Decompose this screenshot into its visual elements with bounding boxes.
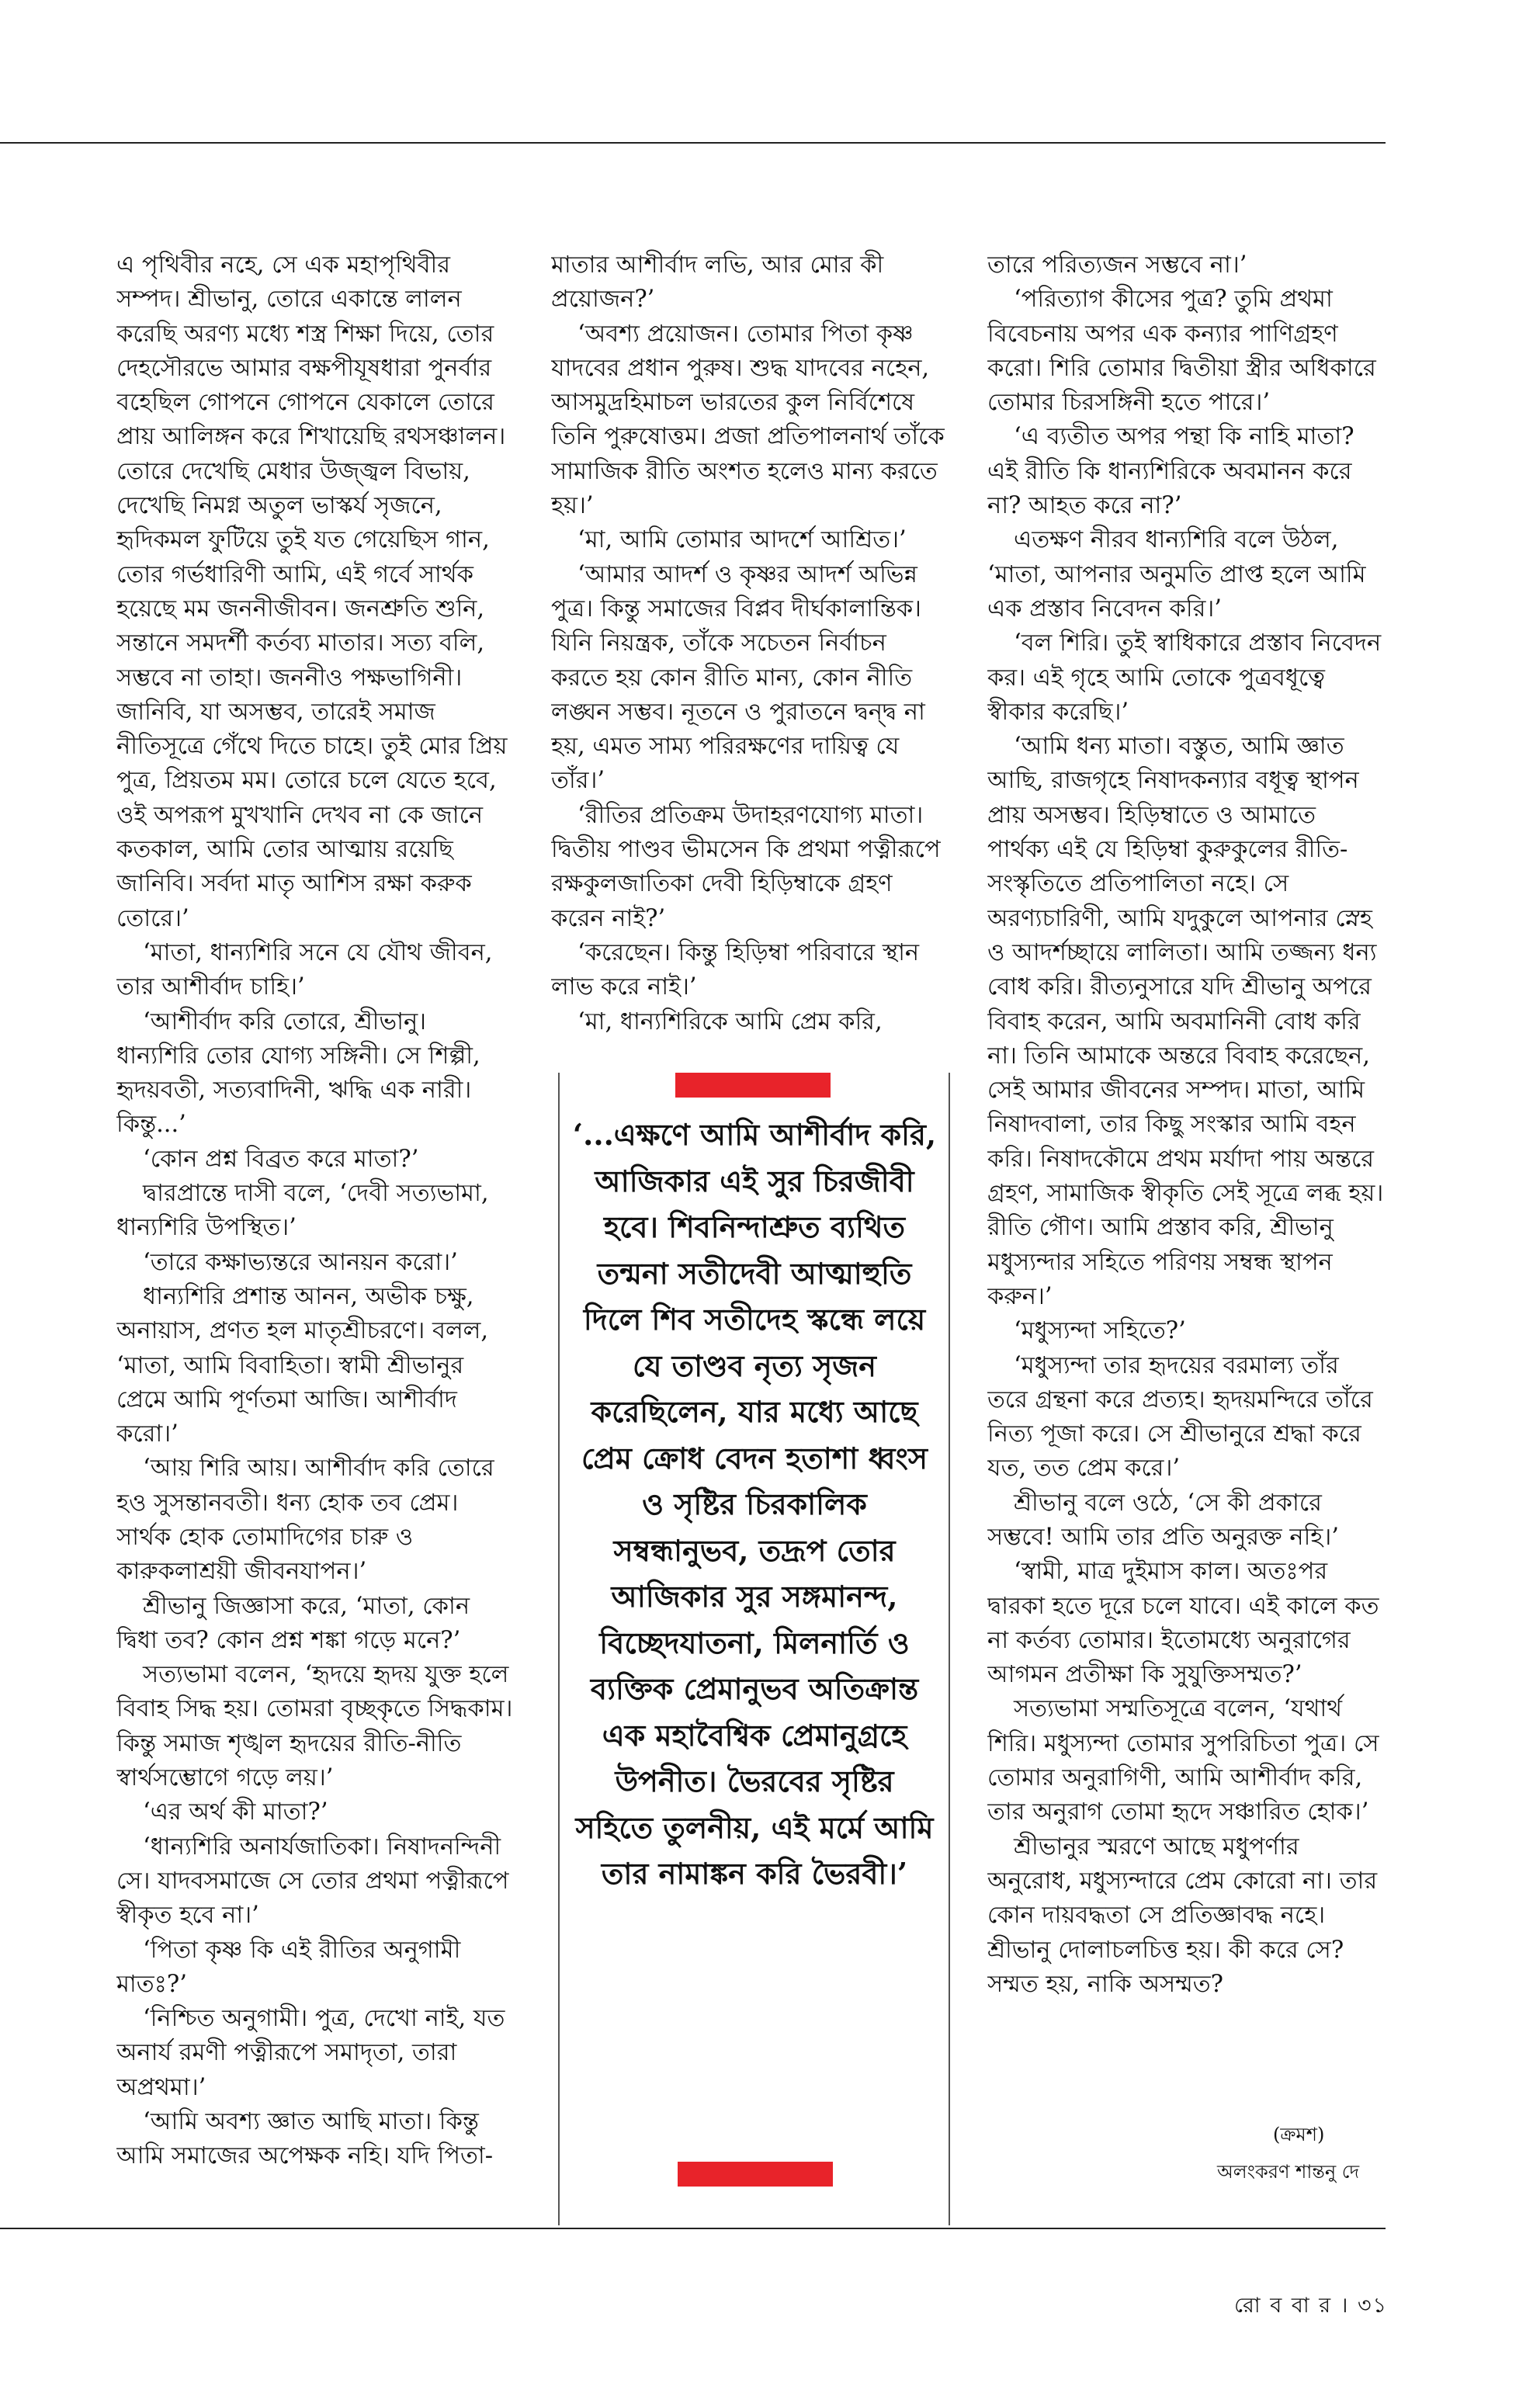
article-paragraph: ‘করেছেন। কিন্তু হিড়িম্বা পরিবারে স্থান লাভ করে নাই।’ [551, 938, 920, 1001]
article-paragraph: ‘আয় শিরি আয়। আশীর্বাদ করি তোরে হও সুসন্তানবতী। ধন্য হোক তব প্রেম। সার্থক হোক তোমাদিগের চারু ও কারুকলাশ্রয়ী জীবনযাপন।’ [116, 1455, 494, 1586]
article-paragraph: সত্যভামা বলেন, ‘হৃদয়ে হৃদয় যুক্ত হলে বিবাহ সিদ্ধ হয়। তোমরা বৃচ্ছকৃতে সিদ্ধকাম। কিন্তু সমাজ শৃঙ্খল হৃদয়ের রীতি-নীতি স্বার্থসম্ভোগে গড়ে লয়।’ [116, 1661, 513, 1792]
bottom-rule [0, 2228, 1386, 2229]
article-paragraph: ‘পরিত্যাগ কীসের পুত্র? তুমি প্রথমা বিবেচনায় অপর এক কন্যার পাণিগ্রহণ করো। শিরি তোমার দ্বিতীয়া স্ত্রীর অধিকারে তোমার চিরসঙ্গিনী হতে পারে।’ [987, 286, 1376, 417]
article-paragraph: দ্বারপ্রান্তে দাসী বলে, ‘দেবী সত্যভামা, ধান্যশিরি উপস্থিত।’ [116, 1180, 489, 1242]
illustration-credit: অলংকরণ শান্তনু দে [1217, 2161, 1360, 2183]
article-paragraph: ‘মধুস্যন্দা সহিতে?’ [1014, 1317, 1186, 1345]
article-paragraph: ‘রীতির প্রতিক্রম উদাহরণযোগ্য মাতা। দ্বিতীয় পাণ্ডব ভীমসেন কি প্রথমা পত্নীরূপে রক্ষকুলজাতিকা দেবী হিড়িম্বাকে গ্রহণ করেন নাই?’ [551, 801, 941, 932]
article-paragraph: ‘নিশ্চিত অনুগামী। পুত্র, দেখো নাই, যত অনার্য রমণী পত্নীরূপে সমাদৃতা, তারা অপ্রথমা।’ [116, 2005, 505, 2101]
article-paragraph: ‘বল শিরি। তুই স্বাধিকারে প্রস্তাব নিবেদন কর। এই গৃহে আমি তোকে পুত্রবধূত্বে স্বীকার করেছি।’ [987, 629, 1382, 726]
article-paragraph: সত্যভামা সম্মতিসূত্রে বলেন, ‘যথার্থ শিরি। মধুস্যন্দা তোমার সুপরিচিতা পুত্র। সে তোমার অনুরাগিণী, আমি আশীর্বাদ করি, তার অনুরাগ তোমা হৃদে সঞ্চারিত হোক।’ [987, 1695, 1379, 1826]
article-paragraph: ‘আশীর্বাদ করি তোরে, শ্রীভানু। ধান্যশিরি তোর যোগ্য সঙ্গিনী। সে শিল্পী, হৃদয়বতী, সত্যবাদিনী, ঋদ্ধি এক নারী। কিন্তু...’ [116, 1007, 480, 1139]
article-paragraph: ‘স্বামী, মাত্র দুইমাস কাল। অতঃপর দ্বারকা হতে দূরে চলে যাবে। এই কালে কত না কর্তব্য তোমার। ইতোমধ্যে অনুরাগের আগমন প্রতীক্ষা কি সুযুক্তিসম্মত?’ [987, 1558, 1379, 1689]
article-paragraph: এ পৃথিবীর নহে, সে এক মহাপৃথিবীর সম্পদ। শ্রীভানু, তোরে একান্তে লালন করেছি অরণ্য মধ্যে শস্ত্র শিক্ষা দিয়ে, তোর দেহসৌরভে আমার বক্ষপীযূষধারা পুনর্বার বহেছিল গোপনে গোপনে যেকালে তোরে প্রায় আলিঙ্গন করে শিখায়েছি রথসঞ্চালন। তোরে দেখেছি মেধার উজ্জ্বল বিভায়, দেখেছি নিমগ্ন অতুল ভাস্কর্য সৃজনে, হৃদিকমল ফুটিয়ে তুই যত গেয়েছিস গান, তোর গর্ভধারিণী আমি, এই গর্বে সার্থক হয়েছে মম জননীজীবন। জনশ্রুতি শুনি, সন্তানে সমদর্শী কর্তব্য মাতার। সত্য বলি, সম্ভবে না তাহা। জননীও পক্ষভাগিনী। জানিবি, যা অসম্ভব, তারেই সমাজ নীতিসূত্রে গেঁথে দিতে চাহে। তুই মোর প্রিয় পুত্র, প্রিয়তম মম। তোরে চলে যেতে হবে, ওই অপরূপ মুখখানি দেখব না কে জানে কতকাল, আমি তোর আত্মায় রয়েছি জানিবি। সর্বদা মাতৃ আশিস রক্ষা করুক তোরে।’ [116, 251, 508, 932]
article-paragraph: ‘তারে কক্ষাভ্যন্তরে আনয়ন করো।’ [143, 1248, 458, 1276]
article-paragraph: ‘মা, ধান্যশিরিকে আমি প্রেম করি, [578, 1007, 883, 1035]
pull-quote-left-divider [558, 1073, 560, 2225]
article-paragraph: ‘এর অর্থ কী মাতা?’ [143, 1798, 328, 1826]
article-paragraph: ‘অবশ্য প্রয়োজন। তোমার পিতা কৃষ্ণ যাদবের প্রধান পুরুষ। শুদ্ধ যাদবের নহেন, আসমুদ্রহিমাচল ভারতের কুল নির্বিশেষে তিনি পুরুষোত্তম। প্রজা প্রতিপালনার্থ তাঁকে সামাজিক রীতি অংশত হলেও মান্য করতে হয়।’ [551, 320, 945, 520]
top-rule [0, 142, 1386, 144]
article-paragraph: ‘মাতা, ধান্যশিরি সনে যে যৌথ জীবন, তার আশীর্বাদ চাহি।’ [116, 938, 493, 1001]
article-column-1 [116, 248, 514, 2228]
pull-quote-right-divider [949, 1073, 950, 2225]
article-paragraph: শ্রীভানুর স্মরণে আছে মধুপর্ণার অনুরোধ, মধুস্যন্দারে প্রেম কোরো না। তার কোন দায়বদ্ধতা সে প্রতিজ্ঞাবদ্ধ নহে। শ্রীভানু দোলাচলচিত্ত হয়। কী করে সে? সম্মত হয়, নাকি অসম্মত? [987, 1833, 1378, 1998]
article-paragraph: ‘ধান্যশিরি অনার্যজাতিকা। নিষাদনন্দিনী সে। যাদবসমাজে সে তোর প্রথমা পত্নীরূপে স্বীকৃত হবে না।’ [116, 1833, 509, 1930]
page-folio: রো ব বা র । ৩১ [1234, 2294, 1389, 2318]
article-paragraph: ‘পিতা কৃষ্ণ কি এই রীতির অনুগামী মাতঃ?’ [116, 1936, 461, 1998]
pull-quote: ‘...এক্ষণে আমি আশীর্বাদ করি, আজিকার এই সুর চিরজীবী হবে। শিবনিন্দাশ্রুত ব্যথিত তন্মনা সতীদেবী আত্মাহুতি দিলে শিব সতীদেহ স্কন্ধে লয়ে যে তাণ্ডব নৃত্য সৃজন করেছিলেন, যার মধ্যে আছে প্রেম ক্রোধ বেদন হতাশা ধ্বংস ও সৃষ্টির চিরকালিক সম্বন্ধানুভব, তদ্রূপ তোর আজিকার সুর সঙ্গমানন্দ, বিচ্ছেদযাতনা, মিলনার্তি ও ব্যক্তিক প্রেমানুভব অতিক্রান্ত এক মহাবৈশ্বিক প্রেমানুগ্রহে উপনীত। ভৈরবের সৃষ্টির সহিতে তুলনীয়, এই মর্মে আমি তার নামাঙ্কন করি ভৈরবী।’ [572, 1117, 937, 1891]
article-paragraph: ‘আমি ধন্য মাতা। বস্তুত, আমি জ্ঞাত আছি, রাজগৃহে নিষাদকন্যার বধূত্ব স্থাপন প্রায় অসম্ভব। হিড়িম্বাতে ও আমাতে পার্থক্য এই যে হিড়িম্বা কুরুকুলের রীতি-সংস্কৃতিতে প্রতিপালিতা নহে। সে অরণ্যচারিণী, আমি যদুকুলে আপনার স্নেহ ও আদর্শচ্ছায়ে লালিতা। আমি তজ্জন্য ধন্য বোধ করি। রীত্যনুসারে যদি শ্রীভানু অপরে বিবাহ করেন, আমি অবমানিনী বোধ করি না। তিনি আমাকে অন্তরে বিবাহ করেছেন, সেই আমার জীবনের সম্পদ। মাতা, আমি নিষাদবালা, তার কিছু সংস্কার আমি বহন করি। নিষাদকৌমে প্রথম মর্যাদা পায় অন্তরে গ্রহণ, সামাজিক স্বীকৃতি সেই সূত্রে লব্ধ হয়। রীতি গৌণ। আমি প্রস্তাব করি, শ্রীভানু মধুস্যন্দার সহিতে পরিণয় সম্বন্ধ স্থাপন করুন।’ [987, 733, 1384, 1310]
article-paragraph: ‘আমার আদর্শ ও কৃষ্ণর আদর্শ অভিন্ন পুত্র। কিন্তু সমাজের বিপ্লব দীর্ঘকালান্তিক। যিনি নিয়ন্ত্রক, তাঁকে সচেতন নির্বাচন করতে হয় কোন রীতি মান্য, কোন নীতি লঙ্ঘন সম্ভব। নূতনে ও পুরাতনে দ্বন্দ্ব না হয়, এমত সাম্য পরিরক্ষণের দায়িত্ব যে তাঁর।’ [551, 560, 925, 795]
article-paragraph: ‘মধুস্যন্দা তার হৃদয়ের বরমাল্য তাঁর তরে গ্রন্থনা করে প্রত্যহ। হৃদয়মন্দিরে তাঁরে নিত্য পূজা করে। সে শ্রীভানুরে শ্রদ্ধা করে যত, তত প্রেম করে।’ [987, 1351, 1373, 1483]
article-paragraph: তারে পরিত্যজন সম্ভবে না।’ [987, 251, 1247, 279]
article-paragraph: শ্রীভানু বলে ওঠে, ‘সে কী প্রকারে সম্ভবে! আমি তার প্রতি অনুরক্ত নহি।’ [987, 1489, 1339, 1551]
pull-quote-bottom-red-bar [678, 2162, 833, 2187]
article-paragraph: ‘কোন প্রশ্ন বিব্রত করে মাতা?’ [143, 1145, 419, 1173]
article-paragraph: ‘আমি অবশ্য জ্ঞাত আছি মাতা। কিন্তু আমি সমাজের অপেক্ষক নহি। যদি পিতা- [116, 2108, 494, 2170]
article-paragraph: শ্রীভানু জিজ্ঞাসা করে, ‘মাতা, কোন দ্বিধা তব? কোন প্রশ্ন শঙ্কা গড়ে মনে?’ [116, 1592, 470, 1654]
pull-quote-top-red-bar [675, 1073, 831, 1098]
article-column-2 [551, 248, 949, 1056]
article-paragraph: ‘এ ব্যতীত অপর পন্থা কি নাহি মাতা? এই রীতি কি ধান্যশিরিকে অবমানন করে না? আহত করে না?’ [987, 423, 1354, 520]
article-column-3 [987, 248, 1385, 2158]
article-paragraph: ‘মা, আমি তোমার আদর্শে আশ্রিত।’ [578, 526, 907, 554]
continued-label: (ক্রমশ) [1273, 2124, 1325, 2145]
article-paragraph: মাতার আশীর্বাদ লভি, আর মোর কী প্রয়োজন?’ [551, 251, 884, 314]
article-paragraph: ধান্যশিরি প্রশান্ত আনন, অভীক চক্ষু, অনায়াস, প্রণত হল মাতৃশ্রীচরণে। বলল, ‘মাতা, আমি বিবাহিতা। স্বামী শ্রীভানুর প্রেমে আমি পূর্ণতমা আজি। আশীর্বাদ করো।’ [116, 1282, 489, 1448]
article-paragraph: এতক্ষণ নীরব ধান্যশিরি বলে উঠল, ‘মাতা, আপনার অনুমতি প্রাপ্ত হলে আমি এক প্রস্তাব নিবেদন করি।’ [987, 526, 1366, 623]
